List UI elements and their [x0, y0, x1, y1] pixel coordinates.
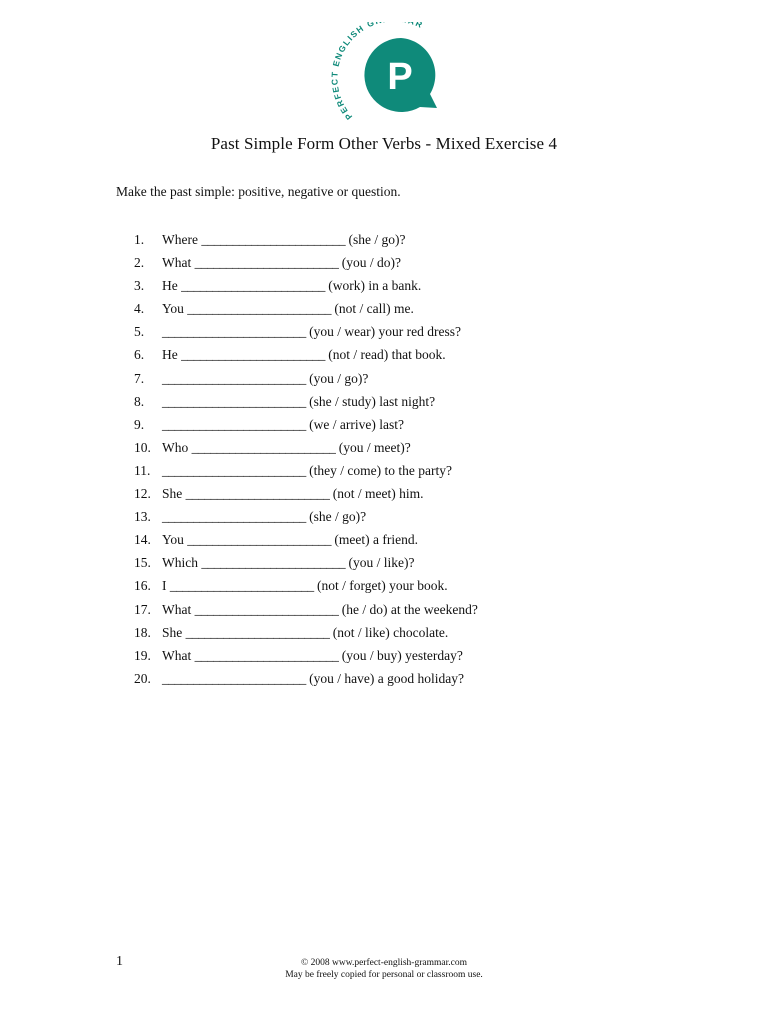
exercise-text: [162, 416, 404, 439]
exercise-item: [134, 370, 478, 393]
answer-blank[interactable]: _______________________: [162, 416, 306, 432]
exercise-text: [162, 577, 448, 600]
exercise-prompt: (not / read) that book.: [324, 347, 446, 363]
exercise-item: [134, 462, 478, 485]
page-title: Past Simple Form Other Verbs - Mixed Exercise 4: [210, 134, 558, 153]
exercise-prefix: What: [162, 647, 195, 663]
answer-blank[interactable]: _______________________: [194, 647, 339, 663]
exercise-prompt: (you / meet)?: [335, 439, 411, 455]
exercise-prefix: Which: [162, 555, 202, 571]
exercise-item: [134, 647, 478, 670]
answer-blank[interactable]: _______________________: [181, 347, 325, 363]
exercise-number: 1.: [134, 232, 145, 247]
exercise-prompt: (you / like)?: [345, 555, 415, 571]
exercise-prompt: (they / come) to the party?: [305, 462, 452, 478]
answer-blank[interactable]: _______________________: [162, 670, 306, 686]
logo-arc-text: PERFECT ENGLISH G R: [329, 22, 426, 122]
exercise-number: 12.: [134, 486, 151, 502]
answer-blank[interactable]: _______________________: [191, 439, 336, 455]
exercise-item: [134, 554, 478, 577]
exercise-number: 13.: [134, 509, 151, 525]
exercise-item: [134, 439, 478, 462]
answer-blank[interactable]: _______________________: [194, 255, 339, 271]
exercise-prefix: You: [162, 301, 188, 317]
exercise-prompt: (not / like) chocolate.: [329, 624, 449, 640]
exercise-text: [162, 531, 418, 554]
exercise-prompt: (you / do)?: [338, 255, 401, 271]
exercise-prompt: (not / meet) him.: [329, 486, 424, 502]
exercise-prefix: He: [162, 347, 182, 363]
logo: [322, 22, 444, 122]
exercise-prefix: Where: [162, 232, 202, 247]
exercise-number: 7.: [134, 370, 145, 386]
exercise-prompt: (not / call) me.: [331, 301, 414, 317]
answer-blank[interactable]: _______________________: [187, 532, 332, 548]
exercise-item: [134, 416, 478, 439]
exercise-text: [162, 554, 414, 577]
answer-blank[interactable]: _______________________: [201, 555, 346, 571]
answer-blank[interactable]: _______________________: [162, 370, 306, 386]
footer-copyright: © 2008 www.perfect-english-grammar.com: [301, 958, 467, 968]
exercise-number: 9.: [134, 416, 145, 432]
answer-blank[interactable]: _______________________: [162, 509, 306, 525]
exercise-prefix: Who: [162, 439, 192, 455]
exercise-number: 2.: [134, 255, 145, 271]
exercise-text: [162, 254, 401, 277]
answer-blank[interactable]: _______________________: [187, 301, 332, 317]
exercise-text: [162, 346, 446, 369]
exercise-text: [162, 624, 448, 647]
exercise-prompt: (you / have) a good holiday?: [305, 670, 464, 686]
exercise-prompt: (she / go)?: [345, 232, 406, 247]
exercise-prompt: (she / go)?: [305, 509, 367, 525]
exercise-prompt: (you / buy) yesterday?: [338, 647, 463, 663]
exercise-number: 11.: [134, 462, 151, 478]
exercise-item: [134, 277, 478, 300]
exercise-text: [162, 462, 452, 485]
exercise-text: [162, 647, 463, 670]
answer-blank[interactable]: _______________________: [201, 232, 346, 247]
exercise-number: 17.: [134, 601, 151, 617]
answer-blank[interactable]: _______________________: [185, 486, 330, 502]
exercise-text: [162, 393, 435, 416]
instructions: Make the past simple: positive, negative or question.: [116, 184, 401, 199]
exercise-text: [162, 370, 368, 393]
exercise-prompt: (not / forget) your book.: [313, 578, 448, 594]
exercise-number: 20.: [134, 670, 151, 686]
exercise-text: [162, 323, 461, 346]
exercise-item: [134, 254, 478, 277]
exercise-prompt: (she / study) last night?: [305, 393, 436, 409]
exercise-item: [134, 531, 478, 554]
exercise-text: [162, 670, 464, 693]
exercise-prompt: (you / go)?: [305, 370, 369, 386]
logo-letter: P: [387, 56, 413, 98]
exercise-text: [162, 508, 366, 531]
exercise-item: [134, 485, 478, 508]
exercise-prompt: (meet) a friend.: [331, 532, 418, 548]
exercise-prefix: She: [162, 486, 186, 502]
exercise-prefix: She: [162, 624, 186, 640]
page-number: 1: [116, 954, 123, 969]
exercise-number: 16.: [134, 578, 151, 594]
exercise-prefix: You: [162, 532, 188, 548]
exercise-number: 5.: [134, 324, 145, 340]
exercise-number: 6.: [134, 347, 145, 363]
speech-bubble-p-icon: [322, 22, 444, 122]
exercise-item: [134, 393, 478, 416]
exercise-item: [134, 231, 478, 254]
exercise-number: 15.: [134, 555, 151, 571]
exercise-item: [134, 508, 478, 531]
answer-blank[interactable]: _______________________: [181, 278, 325, 294]
exercise-text: [162, 231, 405, 254]
exercise-item: [134, 346, 478, 369]
exercise-prefix: What: [162, 601, 195, 617]
exercise-prompt: (he / do) at the weekend?: [338, 601, 478, 617]
footer-usage: May be freely copied for personal or classroom use.: [285, 970, 483, 980]
exercise-prefix: He: [162, 278, 182, 294]
exercise-item: [134, 670, 478, 693]
answer-blank[interactable]: _______________________: [162, 462, 306, 478]
exercise-number: 4.: [134, 301, 145, 317]
exercise-number: 18.: [134, 624, 151, 640]
exercise-text: [162, 277, 421, 300]
exercise-prompt: (work) in a bank.: [324, 278, 422, 294]
exercise-text: [162, 601, 478, 624]
exercise-prefix: I: [162, 578, 170, 594]
exercise-prompt: (we / arrive) last?: [305, 416, 404, 432]
exercise-number: 8.: [134, 393, 145, 409]
exercise-number: 19.: [134, 647, 151, 663]
exercise-item: [134, 300, 478, 323]
exercise-prefix: What: [162, 255, 195, 271]
answer-blank[interactable]: _______________________: [169, 578, 314, 594]
answer-blank[interactable]: _______________________: [162, 393, 306, 409]
exercise-item: [134, 323, 478, 346]
exercise-text: [162, 439, 411, 462]
exercise-text: [162, 485, 423, 508]
exercise-item: [134, 601, 478, 624]
answer-blank[interactable]: _______________________: [162, 324, 306, 340]
exercise-item: [134, 577, 478, 600]
exercise-number: 10.: [134, 439, 151, 455]
exercise-list: [134, 231, 478, 693]
footer: [0, 957, 768, 981]
exercise-number: 3.: [134, 278, 145, 294]
answer-blank[interactable]: _______________________: [185, 624, 330, 640]
exercise-item: [134, 624, 478, 647]
exercise-text: [162, 300, 414, 323]
exercise-prompt: (you / wear) your red dress?: [305, 324, 461, 340]
exercise-number: 14.: [134, 532, 151, 548]
answer-blank[interactable]: _______________________: [194, 601, 339, 617]
